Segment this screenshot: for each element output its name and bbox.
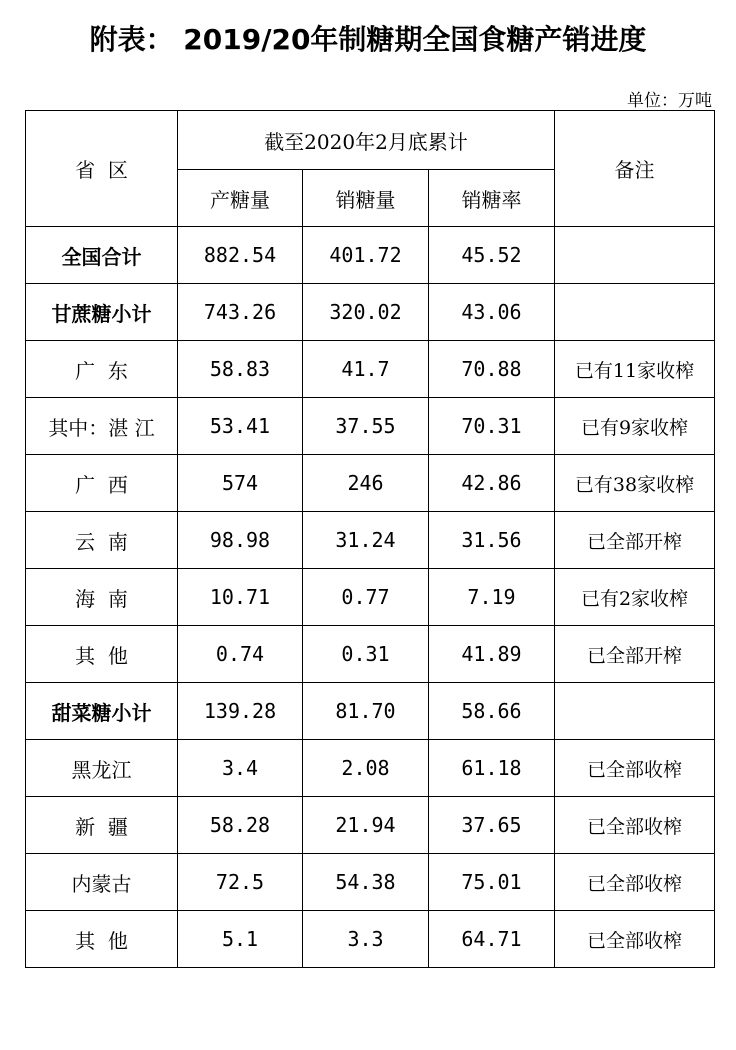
row-province: 黑龙江: [26, 740, 178, 797]
row-sales: 54.38: [303, 854, 429, 911]
row-province: 甜菜糖小计: [26, 683, 178, 740]
row-province: 新 疆: [26, 797, 178, 854]
table-row: [26, 284, 715, 341]
row-rate: 58.66: [429, 683, 555, 740]
table-row: [26, 227, 715, 284]
row-province: 云 南: [26, 512, 178, 569]
row-note: 已全部收榨: [555, 854, 715, 911]
row-production: 58.83: [178, 341, 303, 398]
row-rate: 7.19: [429, 569, 555, 626]
row-production: 5.1: [178, 911, 303, 968]
table-row: [26, 740, 715, 797]
table-row: [26, 854, 715, 911]
row-production: 743.26: [178, 284, 303, 341]
row-rate: 41.89: [429, 626, 555, 683]
row-production: 53.41: [178, 398, 303, 455]
row-rate: 70.88: [429, 341, 555, 398]
row-sales: 37.55: [303, 398, 429, 455]
header-rate: 销糖率: [429, 170, 555, 227]
table-row: [26, 398, 715, 455]
table-row: [26, 683, 715, 740]
row-sales: 401.72: [303, 227, 429, 284]
table-row: [26, 911, 715, 968]
row-rate: 37.65: [429, 797, 555, 854]
row-rate: 64.71: [429, 911, 555, 968]
row-note: 已有2家收榨: [555, 569, 715, 626]
row-province: 甘蔗糖小计: [26, 284, 178, 341]
row-province: 其中：湛 江: [26, 398, 178, 455]
row-rate: 43.06: [429, 284, 555, 341]
row-province: 其 他: [26, 911, 178, 968]
row-province: 广 西: [26, 455, 178, 512]
row-province: 海 南: [26, 569, 178, 626]
row-sales: 2.08: [303, 740, 429, 797]
table-row: [26, 512, 715, 569]
table-row: [26, 626, 715, 683]
row-sales: 0.31: [303, 626, 429, 683]
row-production: 58.28: [178, 797, 303, 854]
row-note: [555, 227, 715, 284]
row-production: 139.28: [178, 683, 303, 740]
row-production: 3.4: [178, 740, 303, 797]
row-sales: 41.7: [303, 341, 429, 398]
row-production: 10.71: [178, 569, 303, 626]
sugar-progress-table: [25, 110, 715, 968]
header-note: 备注: [555, 111, 715, 227]
row-note: 已有11家收榨: [555, 341, 715, 398]
row-note: 已全部收榨: [555, 740, 715, 797]
row-sales: 0.77: [303, 569, 429, 626]
row-sales: 246: [303, 455, 429, 512]
row-sales: 320.02: [303, 284, 429, 341]
table-row: [26, 455, 715, 512]
row-rate: 75.01: [429, 854, 555, 911]
row-rate: 42.86: [429, 455, 555, 512]
header-sales: 销糖量: [303, 170, 429, 227]
row-note: 已全部收榨: [555, 911, 715, 968]
row-note: 已全部收榨: [555, 797, 715, 854]
unit-label: 单位：万吨: [627, 91, 712, 111]
row-production: 574: [178, 455, 303, 512]
table-row: [26, 569, 715, 626]
header-production: 产糖量: [178, 170, 303, 227]
row-province: 全国合计: [26, 227, 178, 284]
row-rate: 61.18: [429, 740, 555, 797]
row-province: 广 东: [26, 341, 178, 398]
row-production: 98.98: [178, 512, 303, 569]
row-sales: 21.94: [303, 797, 429, 854]
row-note: 已有9家收榨: [555, 398, 715, 455]
header-period: 截至2020年2月底累计: [178, 111, 555, 170]
row-note: 已全部开榨: [555, 626, 715, 683]
row-note: [555, 683, 715, 740]
row-rate: 31.56: [429, 512, 555, 569]
page-title: 附表： 2019/20年制糖期全国食糖产销进度: [89, 23, 647, 56]
row-sales: 81.70: [303, 683, 429, 740]
row-note: [555, 284, 715, 341]
row-sales: 31.24: [303, 512, 429, 569]
header-province: 省 区: [26, 111, 178, 227]
table-row: [26, 341, 715, 398]
row-province: 内蒙古: [26, 854, 178, 911]
row-rate: 70.31: [429, 398, 555, 455]
row-rate: 45.52: [429, 227, 555, 284]
row-production: 882.54: [178, 227, 303, 284]
table-row: [26, 797, 715, 854]
row-note: 已有38家收榨: [555, 455, 715, 512]
row-production: 72.5: [178, 854, 303, 911]
row-province: 其 他: [26, 626, 178, 683]
row-production: 0.74: [178, 626, 303, 683]
row-sales: 3.3: [303, 911, 429, 968]
row-note: 已全部开榨: [555, 512, 715, 569]
